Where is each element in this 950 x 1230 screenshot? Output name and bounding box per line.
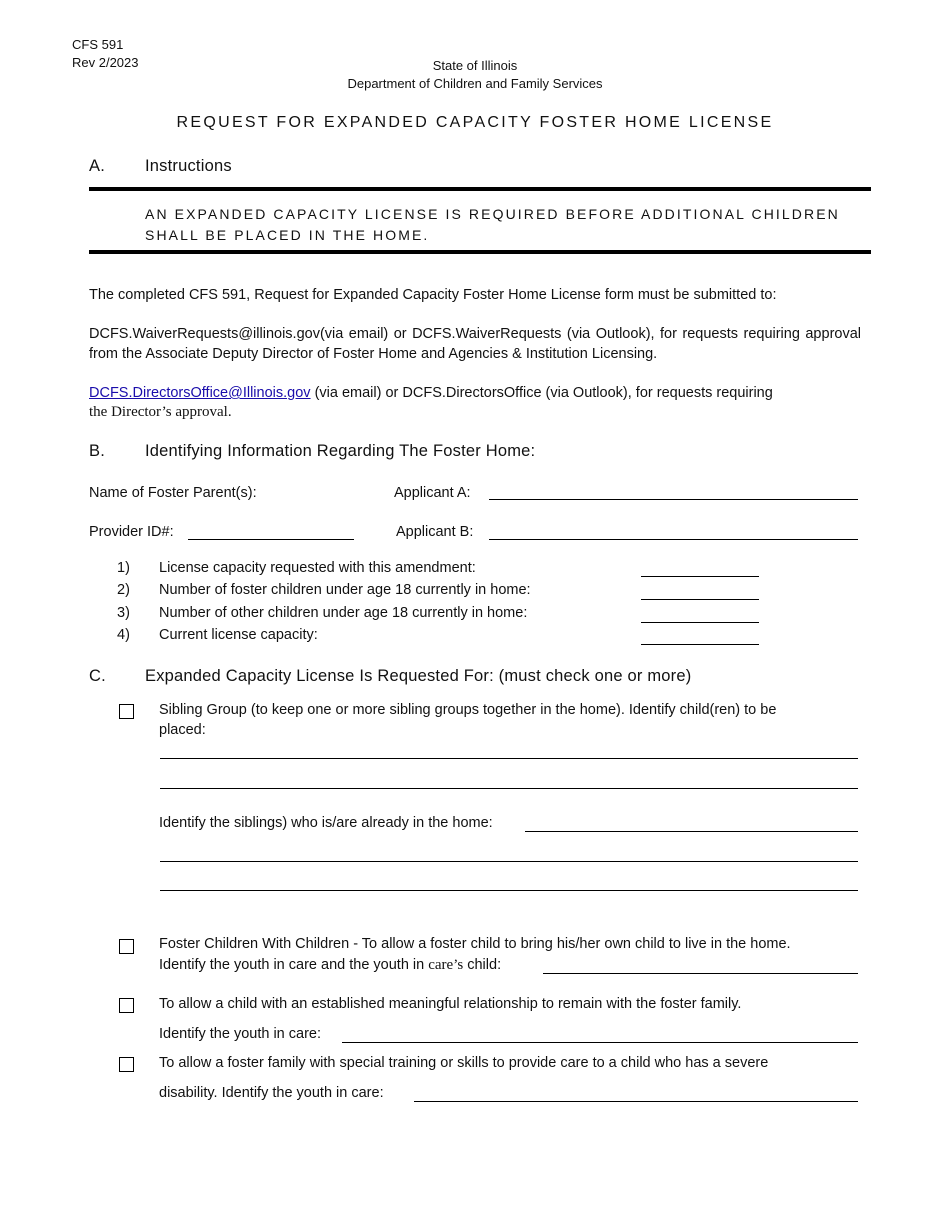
siblings-in-home-label: Identify the siblings) who is/are already in the home: — [159, 815, 493, 831]
directors-office-paragraph — [89, 383, 861, 403]
item-number: 1) — [117, 560, 130, 576]
youth-and-child-label — [159, 957, 501, 974]
provider-id-label: Provider ID#: — [89, 524, 174, 540]
department-name: Department of Children and Family Services — [347, 76, 603, 91]
section-a-letter: A. — [89, 157, 105, 175]
directors-office-line-2: the Director’s approval. — [89, 404, 232, 420]
section-c-letter: C. — [89, 667, 106, 685]
applicant-a-field[interactable] — [489, 499, 858, 500]
foster-children-with-children-checkbox[interactable] — [119, 939, 134, 954]
current-license-capacity-label: Current license capacity: — [159, 627, 318, 643]
meaningful-relationship-youth-field[interactable] — [342, 1042, 858, 1043]
applicant-b-field[interactable] — [489, 539, 858, 540]
youth-and-child-label-part-3: child: — [463, 957, 502, 973]
sibling-group-text-line-2: placed: — [159, 722, 206, 738]
notice-line-2: SHALL BE PLACED IN THE HOME. — [145, 227, 430, 243]
foster-children-with-children-text: Foster Children With Children - To allow a foster child to bring his/her own child to live in the home. — [159, 936, 791, 952]
section-c-title: Expanded Capacity License Is Requested For: (must check one or more) — [145, 667, 692, 685]
sibling-group-text-line-1: Sibling Group (to keep one or more sibling groups together in the home). Identify child(ren) to be — [159, 702, 777, 718]
license-capacity-requested-label: License capacity requested with this amendment: — [159, 560, 476, 576]
section-b-title: Identifying Information Regarding The Foster Home: — [145, 442, 536, 460]
notice-bottom-rule — [89, 250, 871, 254]
special-training-youth-label: disability. Identify the youth in care: — [159, 1085, 384, 1101]
item-number: 4) — [117, 627, 130, 643]
meaningful-relationship-checkbox[interactable] — [119, 998, 134, 1013]
item-number: 3) — [117, 605, 130, 621]
youth-and-child-label-part-2: care’s — [428, 957, 464, 973]
provider-id-field[interactable] — [188, 539, 354, 540]
siblings-in-home-field-2[interactable] — [160, 861, 858, 862]
meaningful-relationship-youth-label: Identify the youth in care: — [159, 1026, 322, 1042]
foster-children-count-label: Number of foster children under age 18 currently in home: — [159, 582, 531, 598]
sibling-group-checkbox[interactable] — [119, 704, 134, 719]
special-training-checkbox[interactable] — [119, 1057, 134, 1072]
applicant-a-label: Applicant A: — [394, 485, 471, 501]
meaningful-relationship-text: To allow a child with an established meaningful relationship to remain with the foster family. — [159, 996, 742, 1012]
notice-top-rule — [89, 187, 871, 191]
children-to-be-placed-field[interactable] — [160, 758, 858, 759]
license-capacity-requested-field[interactable] — [641, 576, 759, 577]
children-to-be-placed-field-2[interactable] — [160, 788, 858, 789]
siblings-in-home-field-3[interactable] — [160, 890, 858, 891]
item-number: 2) — [117, 582, 130, 598]
directors-office-email-link[interactable]: DCFS.DirectorsOffice@Illinois.gov — [89, 385, 311, 401]
youth-and-child-field[interactable] — [543, 973, 858, 974]
section-b-letter: B. — [89, 442, 105, 460]
foster-children-count-field[interactable] — [641, 599, 759, 600]
siblings-in-home-field[interactable] — [525, 831, 858, 832]
form-number: CFS 591 — [72, 37, 124, 52]
notice-line-1: AN EXPANDED CAPACITY LICENSE IS REQUIRED BEFORE ADDITIONAL CHILDREN — [145, 206, 840, 222]
special-training-youth-field[interactable] — [414, 1101, 858, 1102]
section-a-title: Instructions — [145, 157, 232, 175]
other-children-count-field[interactable] — [641, 622, 759, 623]
waiver-requests-paragraph: DCFS.WaiverRequests@illinois.gov(via email) or DCFS.WaiverRequests (via Outlook), for requests requiring approval from the Associate Deputy Director of Foster Home and Agencies & Institution Licensing. — [89, 326, 861, 362]
other-children-count-label: Number of other children under age 18 currently in home: — [159, 605, 528, 621]
state-name: State of Illinois — [432, 58, 518, 73]
page-title: REQUEST FOR EXPANDED CAPACITY FOSTER HOME LICENSE — [176, 114, 774, 131]
directors-office-text: (via email) or DCFS.DirectorsOffice (via Outlook), for requests requiring — [310, 385, 773, 401]
applicant-b-label: Applicant B: — [396, 524, 474, 540]
form-revision: Rev 2/2023 — [72, 55, 139, 70]
youth-and-child-label-part-1: Identify the youth in care and the youth in — [159, 957, 429, 973]
current-license-capacity-field[interactable] — [641, 644, 759, 645]
foster-parent-name-label: Name of Foster Parent(s): — [89, 485, 257, 501]
special-training-text: To allow a foster family with special training or skills to provide care to a child who has a severe — [159, 1055, 769, 1071]
submission-paragraph: The completed CFS 591, Request for Expanded Capacity Foster Home License form must be submitted to: — [89, 287, 777, 303]
